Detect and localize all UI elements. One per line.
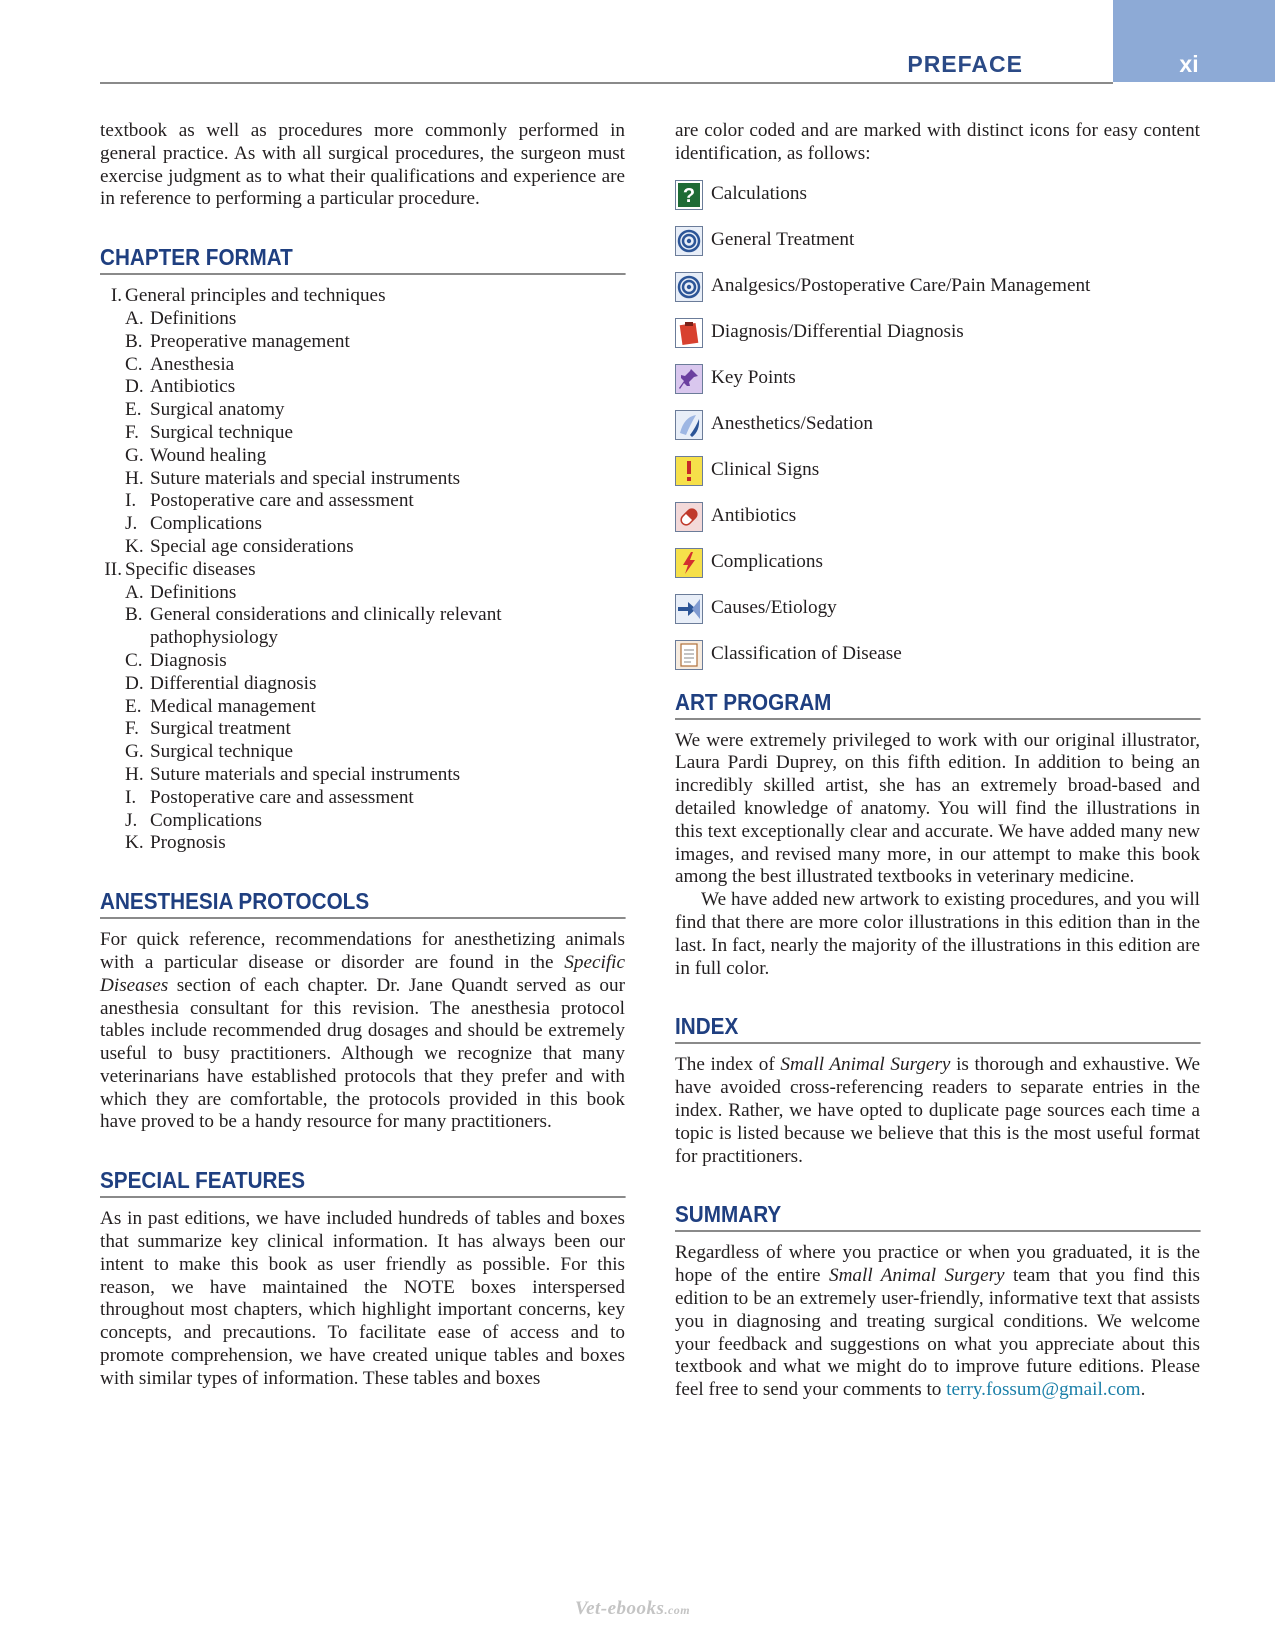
icon-legend-item [675, 494, 1200, 540]
outline-label: General principles and techniques [125, 285, 386, 307]
left-column [100, 120, 625, 1391]
outline-item [100, 718, 625, 741]
arrows-icon [675, 594, 703, 624]
outline-label: General considerations and clinically relevant pathophysiology [150, 604, 502, 649]
outline-item [100, 468, 625, 491]
outline-label: Surgical technique [150, 421, 293, 443]
outline-item [100, 650, 625, 673]
icon-legend-label: Causes/Etiology [711, 597, 837, 619]
outline-label: Surgical anatomy [150, 399, 285, 421]
outline-letter: B. [125, 330, 143, 352]
header-rule [100, 82, 1113, 84]
outline-label: Postoperative care and assessment [150, 786, 414, 808]
icon-legend-label: Antibiotics [711, 505, 797, 527]
outline-item [100, 696, 625, 719]
outline-letter: H. [125, 467, 144, 489]
icon-legend-label: Complications [711, 551, 823, 573]
outline-item [100, 787, 625, 810]
outline-label: Complications [150, 513, 262, 535]
icons-intro-paragraph: are color coded and are marked with distinct icons for easy content identification, as follows: [675, 120, 1200, 164]
outline-item [100, 376, 625, 399]
outline-section [100, 559, 625, 582]
chapter-format-heading: CHAPTER FORMAT [100, 243, 625, 275]
outline-letter: C. [125, 649, 143, 671]
outline-label: Anesthesia [150, 353, 235, 375]
icon-legend-list [675, 172, 1200, 678]
icon-legend-item [675, 264, 1200, 310]
icon-legend-label: Key Points [711, 367, 796, 389]
icon-legend-label: Calculations [711, 183, 807, 205]
anesthesia-paragraph: For quick reference, recommendations for anesthetizing animals with a particular disease or disorder are found in the Specific Diseases section of each chapter. Dr. Jane Quandt served as our anesthesia consultant for this revision. The anesthesia protocol tables include recommended drug dosages and should be extremely useful to busy practitioners. Although we recognize that many veterinarians have established protocols that they prefer and with which they are comfortable, the protocols provided in this book have proved to be a handy resource for many practitioners. [100, 929, 625, 1133]
outline-letter: E. [125, 399, 142, 421]
outline-item [100, 673, 625, 696]
outline-item [100, 445, 625, 468]
outline-letter: K. [125, 535, 144, 557]
outline-label: Wound healing [150, 444, 267, 466]
outline-letter: I. [125, 490, 137, 512]
summary-paragraph: Regardless of where you practice or when you graduated, it is the hope of the entire Small Animal Surgery team that you find this edition to be an extremely user-friendly, informative text that assists you in diagnosing and treating surgical conditions. We welcome your feedback and suggestions on what you appreciate about this textbook and what we might do to improve future editions. Please feel free to send your comments to terry.fossum@gmail.com. [675, 1242, 1200, 1401]
icon-legend-item [675, 540, 1200, 586]
summary-heading: SUMMARY [675, 1200, 1200, 1232]
outline-label: Prognosis [150, 832, 226, 854]
watermark-logo: Vet-ebooks.com [575, 1598, 691, 1619]
outline-item [100, 399, 625, 422]
outline-item [100, 490, 625, 513]
anesthetics-icon [675, 410, 703, 440]
icon-legend-item [675, 448, 1200, 494]
running-head: PREFACE [907, 51, 1023, 77]
outline-label: Specific diseases [125, 558, 256, 580]
outline-letter: F. [125, 421, 139, 443]
outline-label: Definitions [150, 307, 237, 329]
outline-letter: A. [125, 581, 144, 603]
outline-label: Medical management [150, 695, 316, 717]
art-program-heading: ART PROGRAM [675, 688, 1200, 720]
icon-legend-label: Clinical Signs [711, 459, 820, 481]
outline-letter: J. [125, 513, 138, 535]
icon-legend-label: Diagnosis/Differential Diagnosis [711, 321, 964, 343]
icon-legend-label: Classification of Disease [711, 643, 902, 665]
outline-label: Surgical technique [150, 741, 293, 763]
anesthesia-heading: ANESTHESIA PROTOCOLS [100, 887, 625, 919]
index-heading: INDEX [675, 1012, 1200, 1044]
outline-item [100, 741, 625, 764]
outline-letter: D. [125, 376, 144, 398]
pushpin-icon [675, 364, 703, 394]
outline-letter: E. [125, 695, 142, 717]
icon-legend-item [675, 218, 1200, 264]
outline-letter: H. [125, 763, 144, 785]
outline-letter: B. [125, 604, 143, 626]
outline-item [100, 513, 625, 536]
outline-item [100, 536, 625, 559]
outline-label: Diagnosis [150, 649, 227, 671]
outline-letter: C. [125, 353, 143, 375]
outline-item [100, 582, 625, 605]
exclamation-icon [675, 456, 703, 486]
outline-item [100, 832, 625, 855]
outline-label: Postoperative care and assessment [150, 490, 414, 512]
outline-label: Surgical treatment [150, 718, 291, 740]
icon-legend-label: Anesthetics/Sedation [711, 413, 873, 435]
outline-section [100, 285, 625, 308]
art-program-paragraph-2: We have added new artwork to existing procedures, and you will find that there are more color illustrations in this edition than in the last. In fact, nearly the majority of the illustrations in this edition are in full color. [675, 889, 1200, 979]
icon-legend-item [675, 402, 1200, 448]
outline-item [100, 354, 625, 377]
outline-number: II. [104, 558, 122, 580]
svg-text:?: ? [682, 184, 696, 207]
outline-number: I. [110, 285, 122, 307]
outline-letter: I. [125, 786, 137, 808]
outline-label: Special age considerations [150, 535, 354, 557]
icon-legend-item [675, 586, 1200, 632]
outline-label: Suture materials and special instruments [150, 467, 461, 489]
outline-item [100, 331, 625, 354]
outline-item [100, 810, 625, 833]
outline-label: Complications [150, 809, 262, 831]
icon-legend-item [675, 356, 1200, 402]
outline-label: Preoperative management [150, 330, 350, 352]
right-column [675, 120, 1200, 1402]
icon-legend-item [675, 172, 1200, 218]
art-program-paragraph-1: We were extremely privileged to work with our original illustrator, Laura Pardi Duprey, on this fifth edition. In addition to being an incredibly skilled artist, she has an extremely broad-based and detailed knowledge of anatomy. You will find the illustrations in this text exceptionally clear and accurate. We have added many new images, and revised many more, in our attempt to make this book among the best illustrated textbooks in veterinary medicine. [675, 729, 1200, 888]
index-paragraph: The index of Small Animal Surgery is thorough and exhaustive. We have avoided cross-referencing readers to separate entries in the index. Rather, we have opted to duplicate page sources each time a topic is listed because we believe that this is the most useful format for practitioners. [675, 1054, 1200, 1167]
icon-legend-item [675, 632, 1200, 678]
outline-letter: A. [125, 307, 144, 329]
outline-label: Antibiotics [150, 376, 236, 398]
icon-legend-item [675, 310, 1200, 356]
outline-item [100, 604, 625, 650]
outline-letter: K. [125, 832, 144, 854]
outline-item [100, 308, 625, 331]
email-link[interactable]: terry.fossum@gmail.com [946, 1379, 1141, 1401]
outline-letter: G. [125, 444, 144, 466]
capsule-icon [675, 502, 703, 532]
lightning-icon [675, 548, 703, 578]
outline-label: Suture materials and special instruments [150, 763, 461, 785]
clipboard-icon [675, 318, 703, 348]
special-features-paragraph: As in past editions, we have included hundreds of tables and boxes that summarize key clinical information. It has always been our intent to make this book as user friendly as possible. For this reason, we have maintained the NOTE boxes interspersed throughout most chapters, which highlight important concerns, key concepts, and precautions. To facilitate ease of access and to promote comprehension, we have created unique tables and boxes with similar types of information. These tables and boxes [100, 1208, 625, 1389]
outline-letter: F. [125, 718, 139, 740]
calculations-icon [675, 180, 703, 210]
icon-legend-label: General Treatment [711, 229, 855, 251]
outline-letter: J. [125, 809, 138, 831]
chapter-format-outline [100, 285, 625, 855]
outline-item [100, 422, 625, 445]
page-number: xi [1179, 51, 1199, 77]
outline-letter: G. [125, 741, 144, 763]
target-icon [675, 272, 703, 302]
icon-legend-label: Analgesics/Postoperative Care/Pain Management [711, 275, 1091, 297]
document-icon [675, 640, 703, 670]
outline-label: Differential diagnosis [150, 672, 317, 694]
intro-paragraph: textbook as well as procedures more commonly performed in general practice. As with all surgical procedures, the surgeon must exercise judgment as to what their qualifications and experience are in reference to performing a particular procedure. [100, 120, 625, 210]
outline-item [100, 764, 625, 787]
special-features-heading: SPECIAL FEATURES [100, 1166, 625, 1198]
outline-letter: D. [125, 672, 144, 694]
target-icon [675, 226, 703, 256]
outline-label: Definitions [150, 581, 237, 603]
